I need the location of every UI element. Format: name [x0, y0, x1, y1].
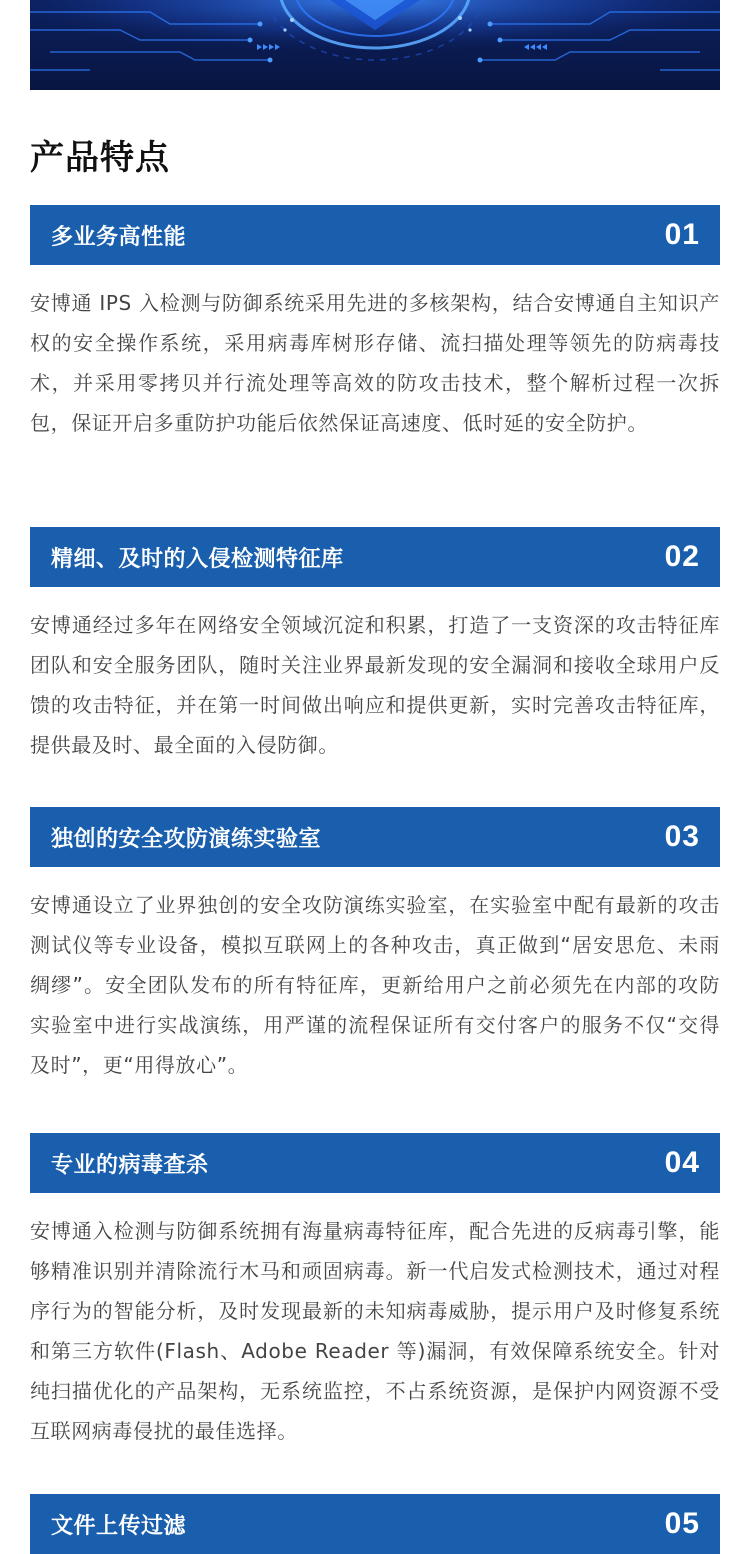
feature-title: 专业的病毒查杀: [51, 1152, 209, 1178]
feature-number: 03: [664, 820, 700, 853]
feature-header-virus-scanning: [30, 1133, 720, 1193]
feature-description: 安博通 IPS 入检测与防御系统采用先进的多核架构，结合安博通自主知识产权的安全操作系统，采用病毒库树形存储、流扫描处理等领先的防病毒技术，并采用零拷贝并行流处理等高效的防攻击技术，整个解析过程一次拆包，保证开启多重防护功能后依然保证高速度、低时延的安全防护。: [30, 291, 720, 435]
feature-number: 05: [664, 1507, 700, 1540]
feature-description: 安博通经过多年在网络安全领域沉淀和积累，打造了一支资深的攻击特征库团队和安全服务团队，随时关注业界最新发现的安全漏洞和接收全球用户反馈的攻击特征，并在第一时间做出响应和提供更新，实时完善攻击特征库，提供最及时、最全面的入侵防御。: [30, 613, 720, 757]
feature-number: 04: [664, 1146, 700, 1179]
hero-banner: [30, 0, 720, 90]
feature-title: 精细、及时的入侵检测特征库: [51, 546, 344, 572]
feature-description: 安博通设立了业界独创的安全攻防演练实验室，在实验室中配有最新的攻击测试仪等专业设备，模拟互联网上的各种攻击，真正做到“居安思危、未雨绸缪”。安全团队发布的所有特征库，更新给用户之前必须先在内部的攻防实验室中进行实战演练，用严谨的流程保证所有交付客户的服务不仅“交得及时”，更“用得放心”。: [30, 893, 720, 1077]
feature-title: 文件上传过滤: [51, 1513, 187, 1539]
feature-number: 02: [664, 540, 700, 573]
page-title: 产品特点: [30, 138, 170, 178]
feature-header-multi-service-performance: [30, 205, 720, 265]
feature-header-intrusion-signature-library: [30, 527, 720, 587]
feature-header-attack-defense-lab: [30, 807, 720, 867]
feature-header-file-upload-filter: [30, 1494, 720, 1554]
feature-description: 安博通入检测与防御系统拥有海量病毒特征库，配合先进的反病毒引擎，能够精准识别并清除流行木马和顽固病毒。新一代启发式检测技术，通过对程序行为的智能分析，及时发现最新的未知病毒威胁，提示用户及时修复系统和第三方软件(Flash、Adobe Reader 等)漏洞，有效保障系统安全。针对纯扫描优化的产品架构，无系统监控，不占系统资源，是保护内网资源不受互联网病毒侵扰的最佳选择。: [30, 1219, 720, 1443]
security-shield-graphic: [30, 0, 720, 90]
feature-title: 多业务高性能: [51, 224, 187, 250]
feature-number: 01: [664, 218, 700, 251]
feature-title: 独创的安全攻防演练实验室: [51, 826, 322, 852]
